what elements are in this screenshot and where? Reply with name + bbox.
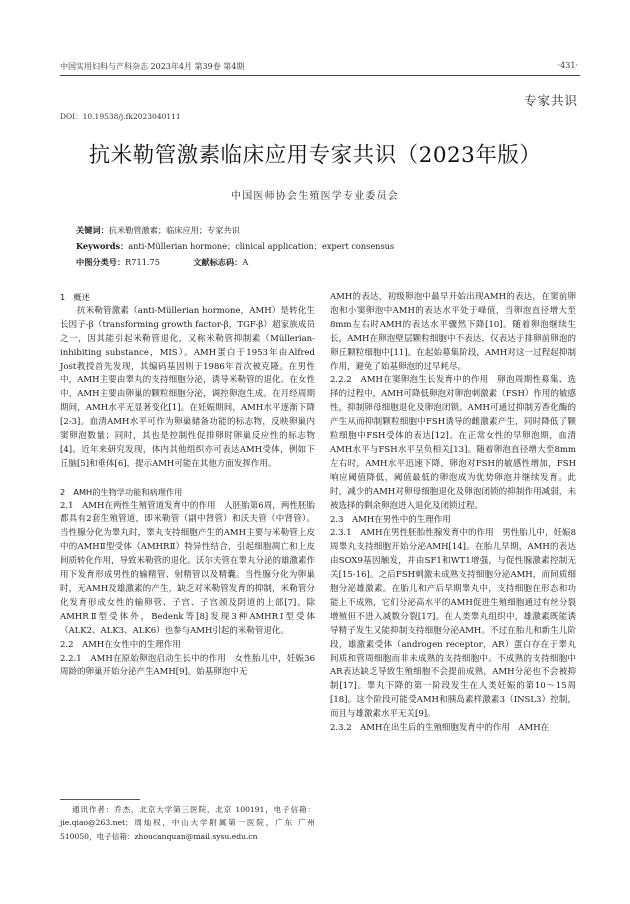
- doc-code-value: A: [242, 257, 249, 267]
- keywords-cn-value: 抗米勒管激素；临床应用；专家共识: [108, 225, 240, 235]
- keywords-en: [76, 241, 394, 252]
- page-number: ·431·: [557, 61, 578, 70]
- right-paragraph-1: AMH的表达，初级卵泡中最早开始出现AMH的表达，在窦前卵泡和小窦卵泡中AMH的表达水平处于峰值，当卵泡直径增大至8mm左右时AMH的表达水平骤然下降[10]。随着卵泡继续生长，AMH在卵泡壁层颗粒细胞中不表达，仅表达于排卵前卵泡的卵丘颗粒细胞中[11]。在起始募集阶段，AMH对这一过程起抑制作用，避免了始基卵泡的过早耗尽。: [330, 292, 576, 372]
- keywords-cn: [76, 225, 240, 236]
- footnote-rule: [60, 799, 140, 800]
- section-2-3-1-paragraph: 2.3.1 AMH在男性胚胎性腺发育中的作用 男性胎儿中，妊娠8周睾丸支持细胞开始分泌AMH[14]。在胎儿早期，AMH的表达由SOX9基因触发，并由SF1和WT1增强，与促性腺激素控制无关[15-16]。之后FSH刺激未成熟支持细胞分泌AMH，而间质细胞分泌雄激素。在胎儿和产后早期睾丸中，支持细胞在形态和功能上不成熟，它们分泌高水平的AMH促进生殖细胞通过有丝分裂增殖但不进入减数分裂[17]。在人类睾丸组织中，雄激素既能诱导精子发生又能抑制支持细胞分泌AMH。不过在胎儿和新生儿阶段，雄激素受体（androgen receptor，AR）蛋白存在于睾丸间质和管周细胞而非未成熟的支持细胞中。不成熟的支持细胞中AR表达缺乏导致生殖细胞不会提前成熟，AMH分泌也不会被抑制[17]。睾丸下降的第一阶段发生在人类妊娠的第10～15周[18]。这个阶段可能受AMH和胰岛素样激素3（INSL3）控制，而且与雄激素水平无关[9]。: [330, 528, 576, 720]
- section-1-paragraph: 抗米勒管激素（anti-Müllerian hormone，AMH）是转化生长因子-β（transforming growth factor-β，TGF-β）超家族成员之一，因其能引起米勒管退化，又称米勒管抑制素（Müllerian-inhibiting substance，MIS）。AMH蛋白于1953年由Alfred Jost教授首先发现，其编码基因则于1986年首次被克隆。在男性中，AMH主要由睾丸的支持细胞分泌，诱导米勒管的退化。在女性中，AMH主要由卵巢的颗粒细胞分泌，调控卵泡生成。在月经周期期间，AMH水平无显著变化[1]。在妊娠期间，AMH水平逐渐下降[2-3]。血清AMH水平可作为卵巢储备功能的标志物，反映卵巢内窦卵泡数量；同时，其也是控制性促排卵时卵巢反应性的标志物[4]。近年来研究发现，体内其他组织亦可表达AMH受体，例如下丘脑[5]和垂体[6]，提示AMH可能在其他方面发挥作用。: [60, 305, 315, 469]
- section-2-heading: 2 AMH的生物学功能和病理作用: [60, 486, 183, 497]
- right-column: [330, 291, 576, 736]
- section-2-2-heading: 2.2 AMH在女性中的生理作用: [60, 639, 181, 650]
- journal-header: 中国实用妇科与产科杂志 2023年4月 第39卷 第4期: [60, 62, 245, 71]
- section-2-3-2-paragraph: 2.3.2 AMH在出生后的生殖细胞发育中的作用 AMH在: [330, 723, 550, 734]
- section-2-2-1-paragraph: 2.2.1 AMH在原始卵泡启动生长中的作用 女性胎儿中，妊娠36周龄的卵巢开始分泌产生AMH[9]。始基卵泡中无: [60, 653, 315, 678]
- doc-code-label: 文献标志码：: [193, 257, 243, 267]
- keywords-en-value: anti-Müllerian hormone；clinical application；expert consensus: [128, 241, 395, 251]
- section-2-3-heading: 2.3 AMH在男性中的生理作用: [330, 514, 451, 525]
- clc-label: 中图分类号：: [76, 257, 126, 267]
- footnote: [60, 803, 315, 843]
- authors: 中国医师协会生殖医学专业委员会: [231, 191, 399, 202]
- left-column: [60, 291, 315, 680]
- section-2-1-paragraph: 2.1 AMH在两性生殖管道发育中的作用 人胚胎第6周，两性胚胎都具有2套生殖管道，即米勒管（副中肾管）和沃夫管（中肾管）。当性腺分化为睾丸时，睾丸支持细胞产生的AMH主要与米勒管上皮中的AMHⅡ型受体（AMHRⅡ）特异性结合，引起细胞凋亡和上皮间质转化作用，导致米勒管的退化。沃尔夫管在睾丸分泌的雄激素作用下发育形成男性的输精管、射精管以及精囊。当性腺分化为卵巢时，无AMH及雄激素的产生，缺乏对米勒管发育的抑制，米勒管分化发育形成女性的输卵管、子宫、子宫颈及阴道的上部[7]。除AMHRⅡ型受体外，Bedenk等[8]发现3种AMHRⅠ型受体（ALK2、ALK3、ALK6）也参与AMH引起的米勒管退化。: [60, 500, 316, 636]
- section-2-2-2-paragraph: 2.2.2 AMH在窦卵泡生长发育中的作用 卵泡周期性募集、选择的过程中，AMH可降低卵泡对卵泡刺激素（FSH）作用的敏感性，抑制卵母细胞退化及卵泡闭锁。AMH可通过抑制芳香化酶的产生从而抑制颗粒细胞中FSH诱导的雌激素产生，同时降低了颗粒细胞中FSH受体的表达[12]。在正常女性的早卵泡期，血清AMH水平与FSH水平呈负相关[13]。随着卵泡直径增大至8mm左右时，AMH水平迅速下降，卵泡对FSH的敏感性增加，FSH响应阈值降低，阈值最低的卵泡成为优势卵泡并继续发育。此时，减少的AMH对卵母细胞退化及卵泡闭锁的抑制作用减弱，未被选择的剩余卵泡进入退化及闭锁过程。: [330, 375, 576, 511]
- clc-value: R711.75: [125, 257, 160, 267]
- section-1-heading: 1 概述: [60, 292, 90, 302]
- paper-title: 抗米勒管激素临床应用专家共识（2023年版）: [88, 143, 542, 168]
- keywords-cn-label: 关键词：: [76, 225, 109, 235]
- header-rule: [60, 75, 580, 76]
- column-tag: 专家共识: [523, 93, 578, 108]
- classification: [76, 257, 248, 268]
- keywords-en-label: Keywords：: [76, 241, 129, 251]
- doi: DOI：10.19538/j.fk2023040111: [60, 112, 181, 121]
- corresponding-authors: 通讯作者：乔杰，北京大学第三医院，北京 100191，电子信箱：jie.qiao@263.net；周灿权，中山大学附属第一医院，广东 广州 510050，电子信箱：zhoucanquan@mail.sysu.edu.cn: [60, 805, 315, 841]
